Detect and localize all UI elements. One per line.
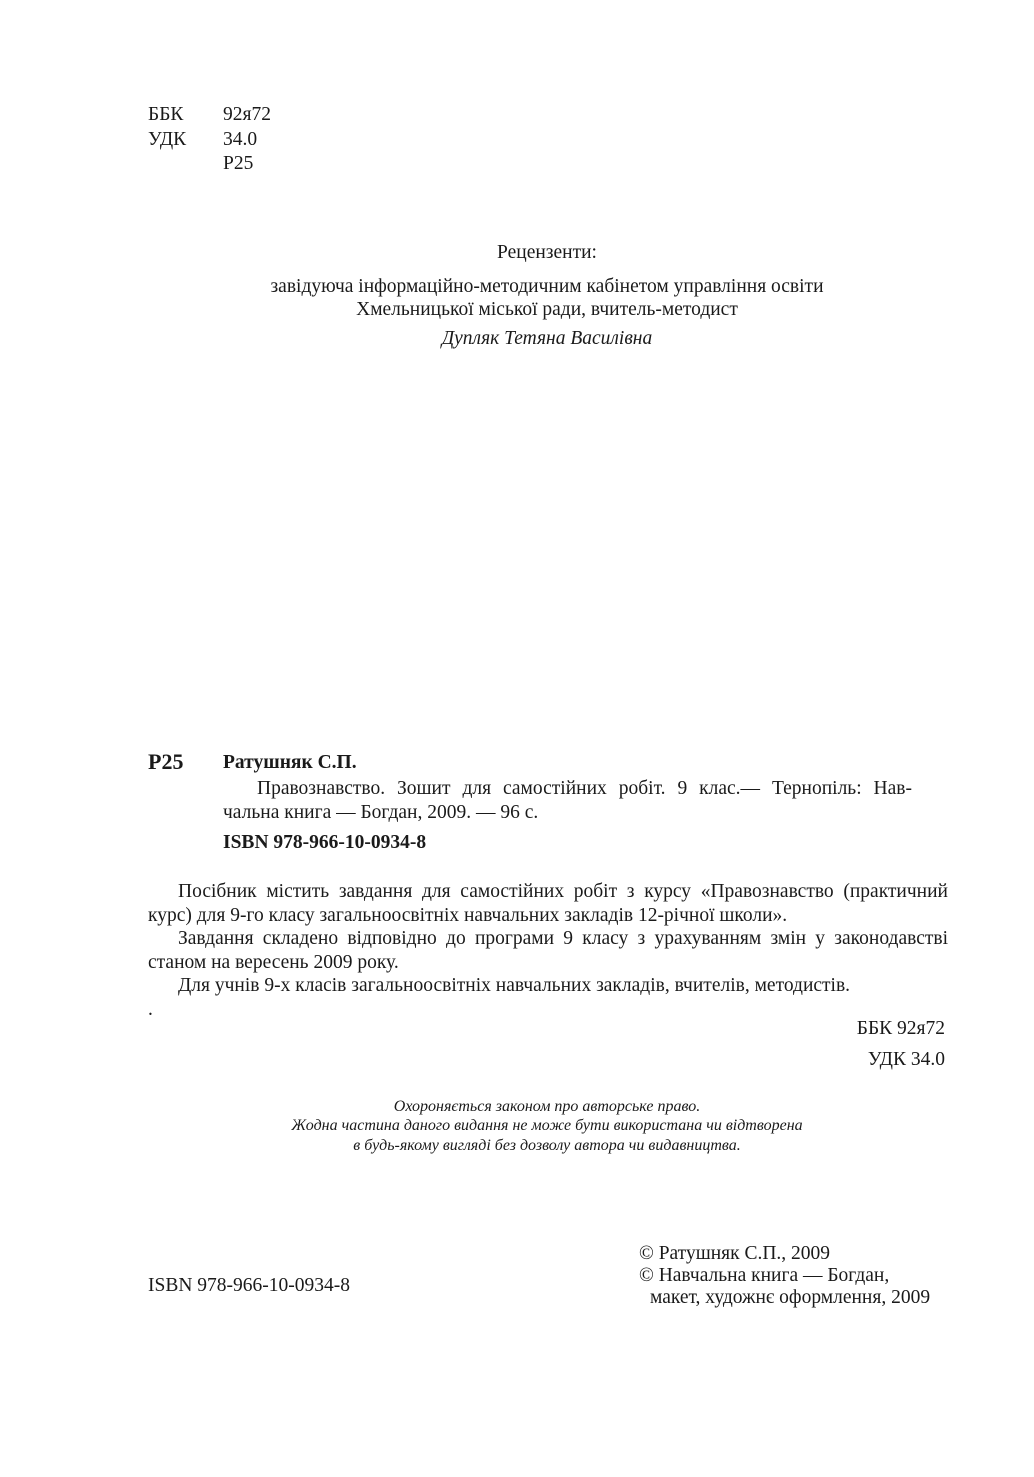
bbk-value: 92я72 xyxy=(223,104,271,125)
reviewer-position-line1: завідуюча інформаційно-методичним кабінетом управління освіти xyxy=(270,276,824,297)
reviewer-position-line2: Хмельницької міської ради, вчитель-методист xyxy=(356,299,738,320)
footer-isbn: ISBN 978-966-10-0934-8 xyxy=(148,1275,351,1296)
annotation-dot: . xyxy=(148,998,153,1020)
footer-copyright-publisher: © Навчальна книга — Богдан, xyxy=(639,1265,890,1286)
bib-title-line1: Правознавство. Зошит для самостійних робіт. 9 клас.— Тернопіль: Нав- xyxy=(257,778,912,799)
udk-label: УДК xyxy=(148,129,187,150)
annotation-p2-line2: станом на вересень 2009 року. xyxy=(148,951,399,973)
annotation-p3-line1: Для учнів 9-х класів загальноосвітніх навчальних закладів, вчителів, методистів. xyxy=(178,975,851,996)
annotation-p1-line2: курс) для 9-го класу загальноосвітніх навчальних закладів 12-річної школи». xyxy=(148,904,788,926)
bib-title-line2: чальна книга — Богдан, 2009. — 96 с. xyxy=(223,802,539,823)
author-mark: Р25 xyxy=(223,153,254,174)
notice-line2: Жодна частина даного видання не може бути використана чи відтворена xyxy=(291,1117,803,1134)
annotation-p2-line1: Завдання складено відповідно до програми 9 класу з урахуванням змін у законодавстві xyxy=(178,928,948,949)
reviewer-name: Дупляк Тетяна Василівна xyxy=(441,328,653,349)
notice-line1: Охороняється законом про авторське право. xyxy=(393,1098,701,1115)
footer-copyright-layout: макет, художнє оформлення, 2009 xyxy=(650,1287,931,1308)
footer-copyright-author: © Ратушняк С.П., 2009 xyxy=(639,1243,831,1264)
bib-author: Ратушняк С.П. xyxy=(223,752,357,773)
annotation xyxy=(148,880,948,1021)
bbk-bottom: ББК 92я72 xyxy=(856,1018,945,1039)
bib-mark: Р25 xyxy=(148,749,184,774)
bib-isbn: ISBN 978-966-10-0934-8 xyxy=(223,832,427,853)
annotation-p1-line1: Посібник містить завдання для самостійних робіт з курсу «Правознавство (практичний xyxy=(178,881,948,902)
udk-bottom: УДК 34.0 xyxy=(867,1049,945,1070)
reviewers-heading: Рецензенти: xyxy=(497,242,597,263)
notice-line3: в будь-якому вигляді без дозволу автора чи видавництва. xyxy=(353,1137,741,1154)
udk-value: 34.0 xyxy=(223,129,258,150)
bbk-label: ББК xyxy=(148,104,184,125)
